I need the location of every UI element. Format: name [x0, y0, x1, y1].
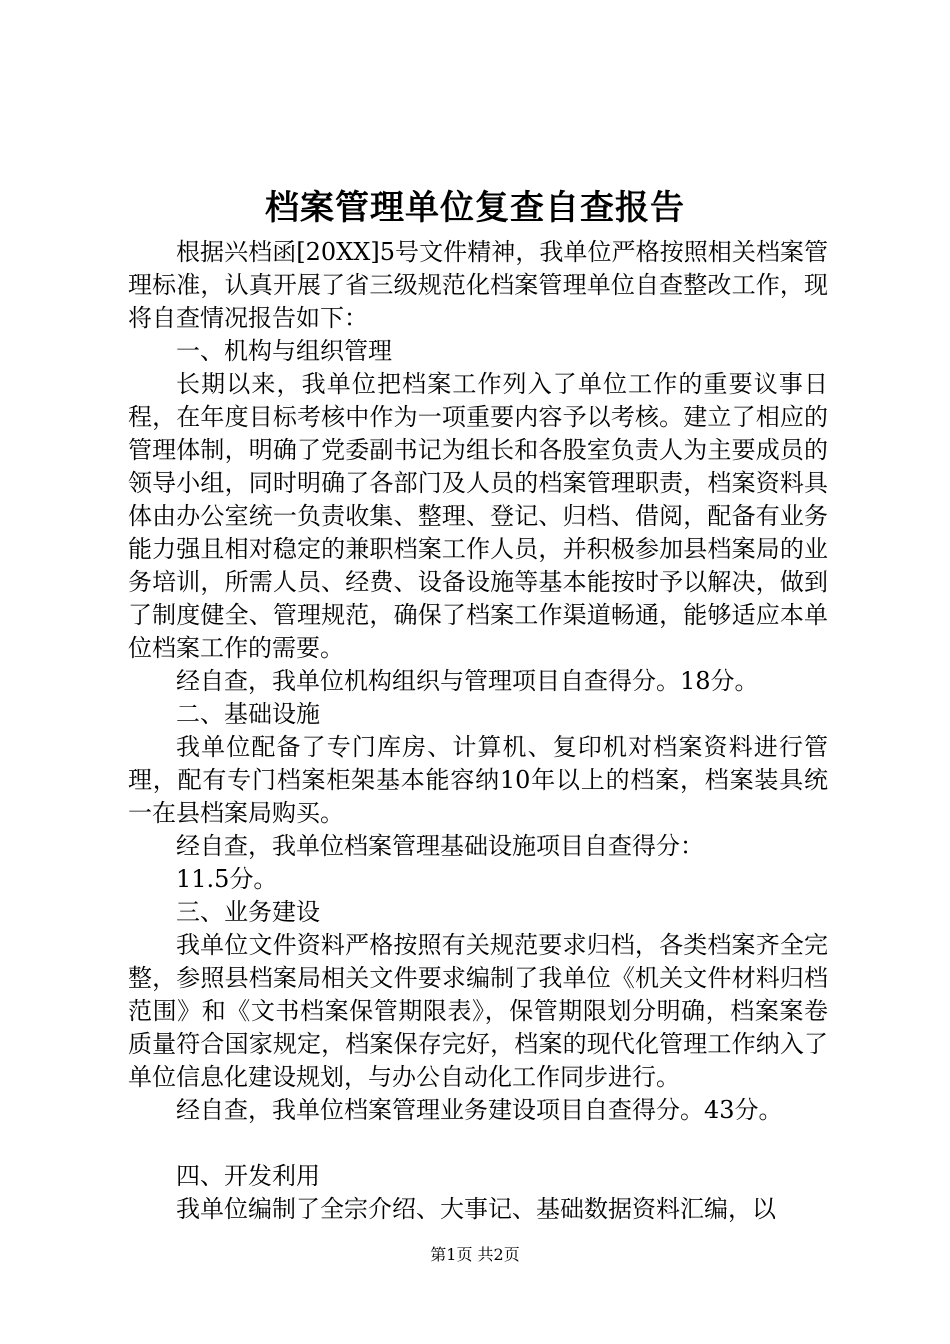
- paragraph-intro: 根据兴档函[20XX]5号文件精神，我单位严格按照相关档案管理标准，认真开展了省三级规范化档案管理单位自查整改工作，现将自查情况报告如下：: [128, 238, 828, 332]
- document-title: 档案管理单位复查自查报告: [265, 188, 685, 228]
- paragraph-score-1: 经自查，我单位机构组织与管理项目自查得分。18分。: [176, 667, 759, 695]
- blank-line: [128, 1127, 828, 1160]
- paragraph-section-1: 长期以来，我单位把档案工作列入了单位工作的重要议事日程，在年度目标考核中作为一项重要内容予以考核。建立了相应的管理体制，明确了党委副书记为组长和各股室负责人为主要成员的领导小组，同时明确了各部门及人员的档案管理职责，档案资料具体由办公室统一负责收集、整理、登记、归档、借阅，配备有业务能力强且相对稳定的兼职档案工作人员，并积极参加县档案局的业务培训，所需人员、经费、设备设施等基本能按时予以解决，做到了制度健全、管理规范，确保了档案工作渠道畅通，能够适应本单位档案工作的需要。: [128, 370, 828, 662]
- paragraph-section-4: 我单位编制了全宗介绍、大事记、基础数据资料汇编，以: [176, 1195, 776, 1223]
- paragraph-score-3: 经自查，我单位档案管理业务建设项目自查得分。43分。: [176, 1096, 783, 1124]
- paragraph-score-2: 经自查，我单位档案管理基础设施项目自查得分：: [176, 832, 704, 860]
- paragraph-score-2-value: 11.5分。: [176, 865, 278, 893]
- section-heading-3: 三、业务建设: [176, 898, 320, 926]
- paragraph-section-2: 我单位配备了专门库房、计算机、复印机对档案资料进行管理，配有专门档案柜架基本能容纳10年以上的档案，档案装具统一在县档案局购买。: [128, 733, 828, 827]
- section-heading-1: 一、机构与组织管理: [176, 337, 392, 365]
- document-body: [128, 236, 828, 1226]
- paragraph-section-3: 我单位文件资料严格按照有关规范要求归档，各类档案齐全完整，参照县档案局相关文件要求编制了我单位《机关文件材料归档范围》和《文书档案保管期限表》，保管期限划分明确，档案案卷质量符合国家规定，档案保存完好，档案的现代化管理工作纳入了单位信息化建设规划，与办公自动化工作同步进行。: [128, 931, 828, 1091]
- page-footer: 第1页 共2页: [430, 1245, 520, 1264]
- section-heading-2: 二、基础设施: [176, 700, 320, 728]
- section-heading-4: 四、开发利用: [176, 1162, 320, 1190]
